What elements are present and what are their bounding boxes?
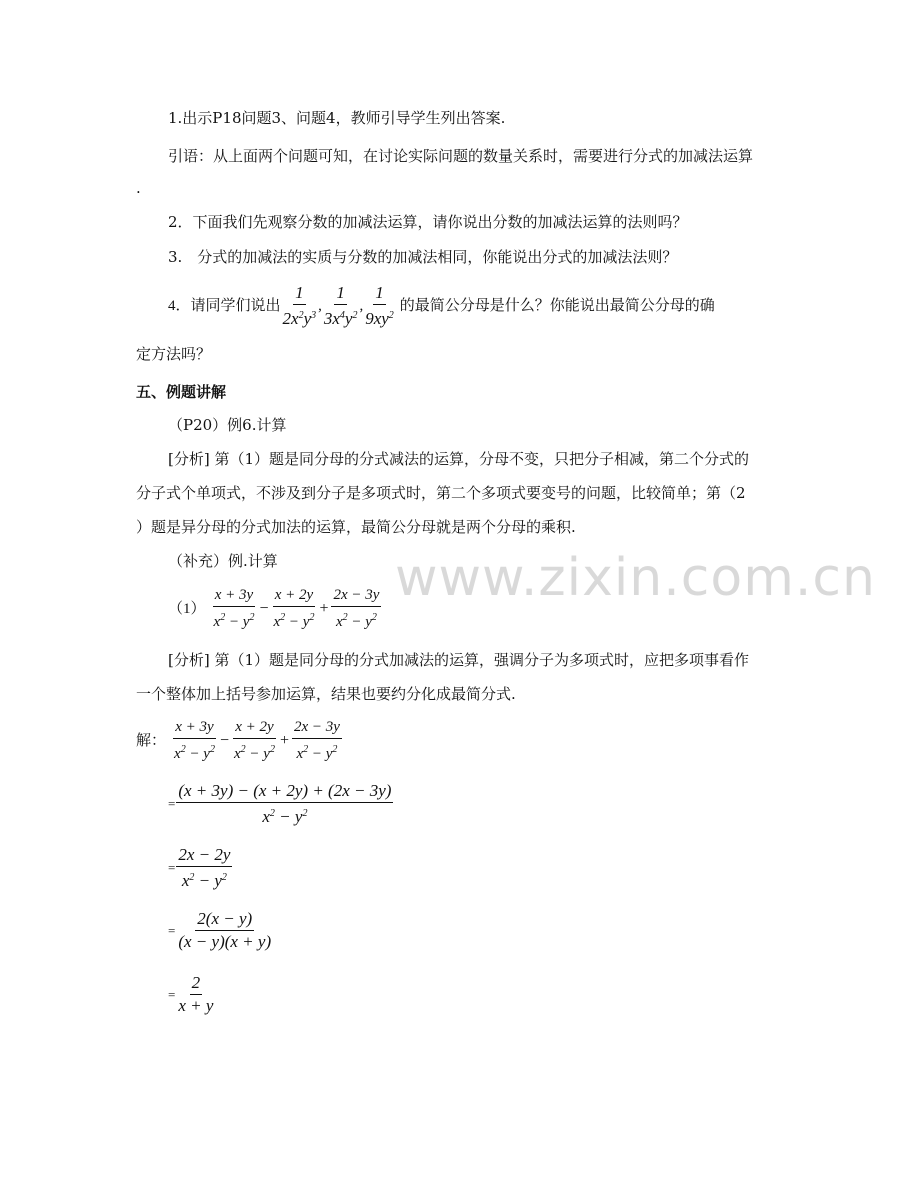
paragraph-4: [168, 284, 715, 328]
paragraph-3: 3. 分式的加减法的实质与分数的加减法相同，你能说出分式的加减法法则？: [168, 248, 678, 266]
plus-sign: +: [319, 599, 329, 617]
solution-label: 解：: [136, 732, 167, 749]
s-fraction-1: $\frac{x + 3y}{x^2 - y^2}$: [174, 719, 215, 762]
q-fraction-2: $\frac{x + 2y}{x^2 - y^2}$: [273, 587, 315, 630]
solution-line: 解： $\frac{x + 3y}{x^2 - y^2}$ − $\frac{x + 2y}{x^2 - y^2}$ + $\frac{2x - 3y}{x^2 - y^2}$: [136, 719, 340, 762]
q-fraction-1: $\frac{x + 3y}{x^2 - y^2}$: [213, 587, 255, 630]
fraction-2-denominator: $3x^4y^2$: [323, 309, 358, 328]
question-1-expression: [168, 586, 381, 631]
comma: ,: [318, 298, 322, 314]
paragraph-1: 1.出示P18问题3、问题4，教师引导学生列出答案.: [168, 109, 506, 127]
analysis-2-line2: 一个整体加上括号参加运算，结果也要约分化成最简分式.: [136, 685, 516, 703]
section-heading: 五、例题讲解: [136, 383, 227, 401]
analysis-1-line3: ）题是异分母的分式加法的运算，最简公分母就是两个分母的乘积.: [136, 518, 576, 536]
paragraph-4-end: 定方法吗？: [136, 345, 212, 363]
fraction-2-numerator: 1: [334, 284, 347, 305]
analysis-2-line1: [分析] 第（1）题是同分母的分式加减法的运算，强调分子为多项式时，应把多项事看作: [168, 651, 750, 669]
fraction-1: [281, 284, 319, 328]
s-fraction-3: $\frac{2x - 3y}{x^2 - y^2}$: [293, 719, 340, 762]
fraction-3: [363, 284, 396, 328]
step-2-fraction: $\frac{2x - 2y}{x^2 - y^2}$: [178, 845, 231, 890]
comma: ,: [359, 298, 364, 314]
step-1-fraction: $\frac{(x + 3y) - (x + 2y) + (2x - 3y)}{x^2 - y^2}$: [178, 781, 392, 826]
analysis-1-line1: [分析] 第（1）题是同分母的分式减法的运算，分母不变，只把分子相减，第二个分式的: [168, 450, 750, 468]
watermark: www.zixin.com.cn: [395, 548, 876, 608]
s-fraction-2: $\frac{x + 2y}{x^2 - y^2}$: [234, 719, 275, 762]
step-3: = $\frac{2(x - y)}{(x - y)(x + y)}$: [168, 909, 272, 951]
question-1-label: （1）: [168, 600, 206, 617]
example-6: （P20）例6.计算: [168, 416, 287, 434]
paragraph-4-prefix: 4．请同学们说出: [168, 298, 281, 314]
paragraph-4-suffix: 的最简公分母是什么？你能说出最简公分母的确: [399, 298, 715, 314]
paragraph-intro: 引语：从上面两个问题可知，在讨论实际问题的数量关系时，需要进行分式的加减法运算: [168, 147, 754, 165]
step-2: = $\frac{2x - 2y}{x^2 - y^2}$: [168, 845, 231, 890]
minus-sign: −: [259, 599, 269, 617]
equals-sign: =: [168, 796, 176, 811]
step-4-fraction: $\frac{2}{x + y}$: [178, 973, 214, 1015]
supplement-example: （补充）例.计算: [168, 552, 278, 570]
step-1: [168, 782, 393, 826]
fraction-2: [322, 284, 360, 328]
paragraph-2: 2．下面我们先观察分数的加减法运算，请你说出分数的加减法运算的法则吗？: [168, 213, 688, 231]
q-fraction-3: $\frac{2x - 3y}{x^2 - y^2}$: [333, 587, 380, 630]
fraction-1-numerator: 1: [293, 284, 306, 305]
paragraph-intro-end: .: [136, 179, 141, 197]
step-4: = $\frac{2}{x + y}$: [168, 973, 214, 1015]
step-3-fraction: $\frac{2(x - y)}{(x - y)(x + y)}$: [178, 909, 272, 951]
fraction-1-denominator: $2x^2y^3$: [282, 309, 317, 328]
fraction-3-numerator: 1: [373, 284, 386, 305]
analysis-1-line2: 分子式个单项式，不涉及到分子是多项式时，第二个多项式要变号的问题，比较简单；第（2: [136, 484, 746, 502]
fraction-3-denominator: $9xy^2$: [365, 309, 394, 328]
